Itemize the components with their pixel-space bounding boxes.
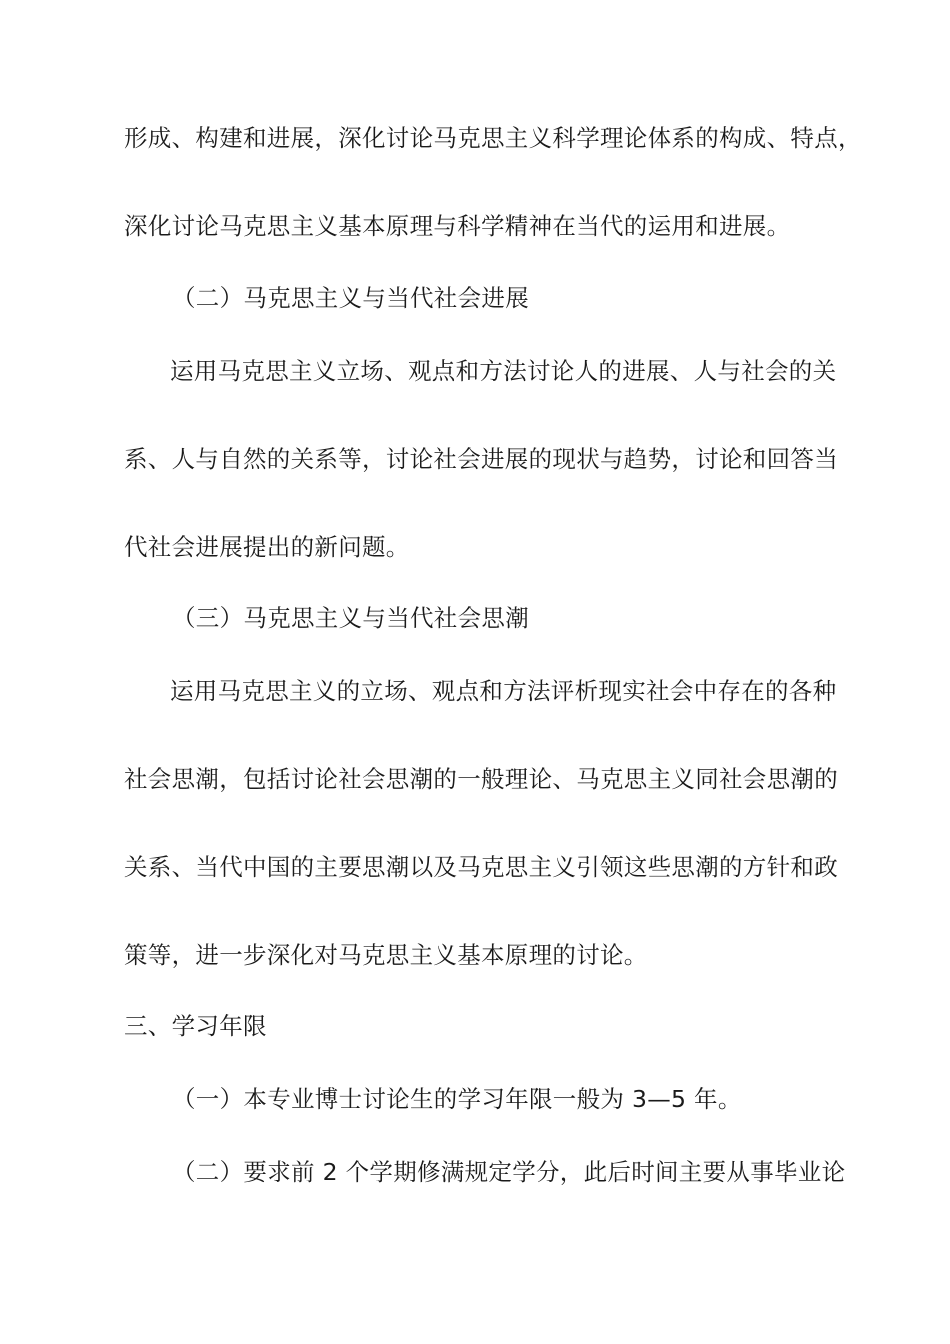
paragraph-line: 运用马克思主义立场、观点和方法讨论人的进展、人与社会的关 bbox=[170, 357, 837, 385]
list-item: （二）要求前 2 个学期修满规定学分，此后时间主要从事毕业论 bbox=[172, 1158, 846, 1186]
paragraph-line: 代社会进展提出的新问题。 bbox=[124, 533, 410, 561]
paragraph-line: 深化讨论马克思主义基本原理与科学精神在当代的运用和进展。 bbox=[124, 212, 791, 240]
section-heading: （三）马克思主义与当代社会思潮 bbox=[172, 604, 529, 632]
section-heading: （二）马克思主义与当代社会进展 bbox=[172, 284, 529, 312]
paragraph-line: 系、人与自然的关系等，讨论社会进展的现状与趋势，讨论和回答当 bbox=[124, 445, 838, 473]
paragraph-line: 运用马克思主义的立场、观点和方法评析现实社会中存在的各种 bbox=[170, 677, 837, 705]
chapter-heading: 三、学习年限 bbox=[124, 1012, 267, 1040]
paragraph-line: 策等，进一步深化对马克思主义基本原理的讨论。 bbox=[124, 941, 648, 969]
paragraph-line: 社会思潮，包括讨论社会思潮的一般理论、马克思主义同社会思潮的 bbox=[124, 765, 838, 793]
paragraph-line: 关系、当代中国的主要思潮以及马克思主义引领这些思潮的方针和政 bbox=[124, 853, 838, 881]
paragraph-line: 形成、构建和进展，深化讨论马克思主义科学理论体系的构成、特点， bbox=[124, 124, 862, 152]
list-item: （一）本专业博士讨论生的学习年限一般为 3—5 年。 bbox=[172, 1085, 742, 1113]
